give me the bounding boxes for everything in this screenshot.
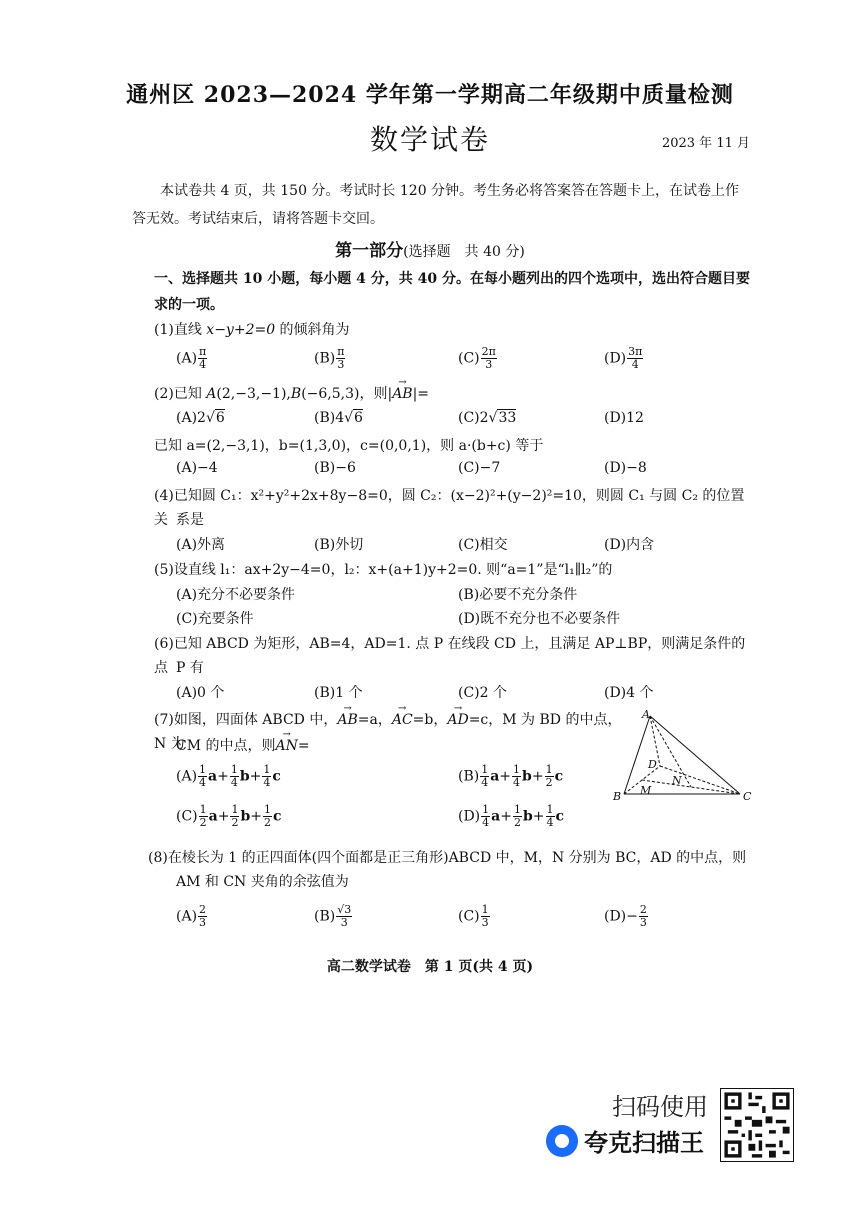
option-b: (B) $\frac{1}{4}$ a+ $\frac{1}{4}$ b+ $\frac{1}{2}$ c	[458, 763, 564, 789]
option-b: (B)外切	[314, 537, 364, 553]
option-c: (C)−7	[458, 460, 501, 476]
question-6-cont: P 有	[176, 660, 204, 676]
vector-an: → AN	[276, 734, 298, 758]
question-5-options-row1	[176, 584, 756, 610]
question-3: 已知 a=(2,−3,1)，b=(1,3,0)，c=(0,0,1)，则 a·(b+c) 等于	[154, 438, 544, 454]
edge-ab	[624, 716, 650, 794]
option-b: (B)4√6	[314, 410, 363, 426]
option-c: (C)2 个	[458, 685, 507, 701]
option-d: (D)既不充分也不必要条件	[458, 611, 621, 627]
option-d: (D)12	[604, 410, 644, 426]
equation: x−y+2=0	[206, 322, 276, 338]
question-1-options	[176, 346, 756, 372]
question-4: (4)已知圆 C₁：x²+y²+2x+8y−8=0，圆 C₂：(x−2)²+(y−2)²=10，则圆 C₁ 与圆 C₂ 的位置关	[154, 488, 745, 528]
option-d: (D)−8	[604, 460, 647, 476]
question-6: (6)已知 ABCD 为矩形，AB=4，AD=1. 点 P 在线段 CD 上，且满足 AP⊥BP，则满足条件的点	[154, 636, 746, 676]
exam-instructions: 本试卷共 4 页，共 150 分。考试时长 120 分钟。考生务必将答案答在答题卡上，在试卷上作答无效。考试结束后，请将答题卡交回。	[132, 183, 740, 227]
option-a: (A) $\frac{2}{3}$	[176, 903, 207, 929]
option-d: (D) $\frac{1}{4}$ a+ $\frac{1}{2}$ b+ $\frac{1}{4}$ c	[458, 803, 565, 829]
segment-an	[650, 716, 691, 787]
option-c: (C)2√33	[458, 410, 517, 426]
label-d: D	[648, 758, 657, 771]
option-c: (C)相交	[458, 537, 508, 553]
option-c: (C) $\frac{1}{2}$ a+ $\frac{1}{2}$ b+ $\frac{1}{2}$ c	[176, 803, 282, 829]
brand-logo	[546, 1123, 704, 1158]
option-c: (C) $\frac{1}{3}$	[458, 903, 489, 929]
brand-name: 夸克扫描王	[584, 1129, 704, 1157]
exam-date: 2023 年 11 月	[661, 136, 750, 151]
vector-ab: → AB	[392, 382, 412, 406]
option-a: (A)−4	[176, 460, 218, 476]
question-number: (1)	[154, 322, 174, 338]
question-4-options	[176, 534, 756, 560]
option-a: (A)2√6	[176, 410, 225, 426]
question-2: (2)已知 A(2,−3,−1),B(−6,5,3)，则|→ AB|=	[154, 382, 754, 406]
option-d: (D)4 个	[604, 685, 654, 701]
option-d: (D) $\frac{3\pi}{4}$	[604, 345, 643, 371]
option-b: (B)1 个	[314, 685, 363, 701]
option-a: (A)0 个	[176, 685, 225, 701]
part-note: (选择题 共 40 分)	[403, 244, 525, 260]
part-heading	[0, 236, 860, 261]
label-n: N	[672, 774, 682, 787]
option-d: (D)− $\frac{2}{3}$	[604, 903, 647, 929]
exam-subtitle: 数学试卷	[369, 123, 490, 156]
tetrahedron-figure	[610, 706, 760, 806]
question-8-cont: AM 和 CN 夹角的余弦值为	[176, 874, 349, 890]
option-a: (A)充分不必要条件	[176, 587, 296, 603]
label-c: C	[743, 790, 752, 803]
option-b: (B)−6	[314, 460, 356, 476]
page-footer: 高二数学试卷 第 1 页(共 4 页)	[326, 959, 534, 975]
part-title: 第一部分	[335, 241, 404, 261]
question-5: (5)设直线 l₁：ax+2y−4=0，l₂：x+(a+1)y+2=0. 则“a=1”是“l₁∥l₂”的	[154, 562, 613, 578]
quark-logo-icon	[546, 1125, 578, 1157]
option-d: (D)内含	[604, 537, 655, 553]
option-a: (A)外离	[176, 537, 226, 553]
option-a: (A) $\frac{1}{4}$ a+ $\frac{1}{4}$ b+ $\frac{1}{4}$ c	[176, 763, 281, 789]
option-b: (B)必要不充分条件	[458, 587, 578, 603]
option-c: (C)充要条件	[176, 611, 254, 627]
section-instructions: 一、选择题共 10 小题，每小题 4 分，共 40 分。在每小题列出的四个选项中，选出符合题目要求的一项。	[154, 271, 750, 313]
question-1	[154, 318, 754, 342]
option-c: (C) $\frac{2\pi}{3}$	[458, 345, 496, 371]
question-5-options-row2	[176, 608, 756, 634]
question-7-options-row2	[176, 804, 756, 834]
question-text: 直线	[173, 322, 207, 338]
scan-prompt: 扫码使用	[612, 1093, 708, 1121]
exam-title: 通州区 2023—2024 学年第一学期高二年级期中质量检测	[126, 82, 734, 108]
label-a: A	[642, 708, 650, 721]
option-a: (A) $\frac{\pi}{4}$	[176, 345, 207, 371]
label-m: M	[640, 784, 652, 797]
edge-ac	[650, 716, 740, 794]
option-b: (B) $\frac{√3}{3}$	[314, 903, 352, 929]
option-b: (B) $\frac{\pi}{3}$	[314, 345, 345, 371]
question-8: (8)在棱长为 1 的正四面体(四个面都是正三角形)ABCD 中，M，N 分别为 BC，AD 的中点，则	[148, 850, 747, 866]
question-text: 的倾斜角为	[275, 322, 350, 338]
qr-code-icon[interactable]	[720, 1088, 794, 1162]
question-4-cont: 系是	[176, 512, 204, 528]
label-b: B	[613, 790, 622, 803]
question-7: (7)如图，四面体 ABCD 中，→ AB=a，→ AC=b，→ AD=c，M 为 BD 的中点，N 为	[154, 708, 624, 756]
question-3-options	[176, 460, 756, 486]
question-7-cont: CM 的中点，则→ AN=	[176, 734, 616, 758]
question-2-options	[176, 410, 756, 436]
question-8-options	[176, 904, 756, 934]
